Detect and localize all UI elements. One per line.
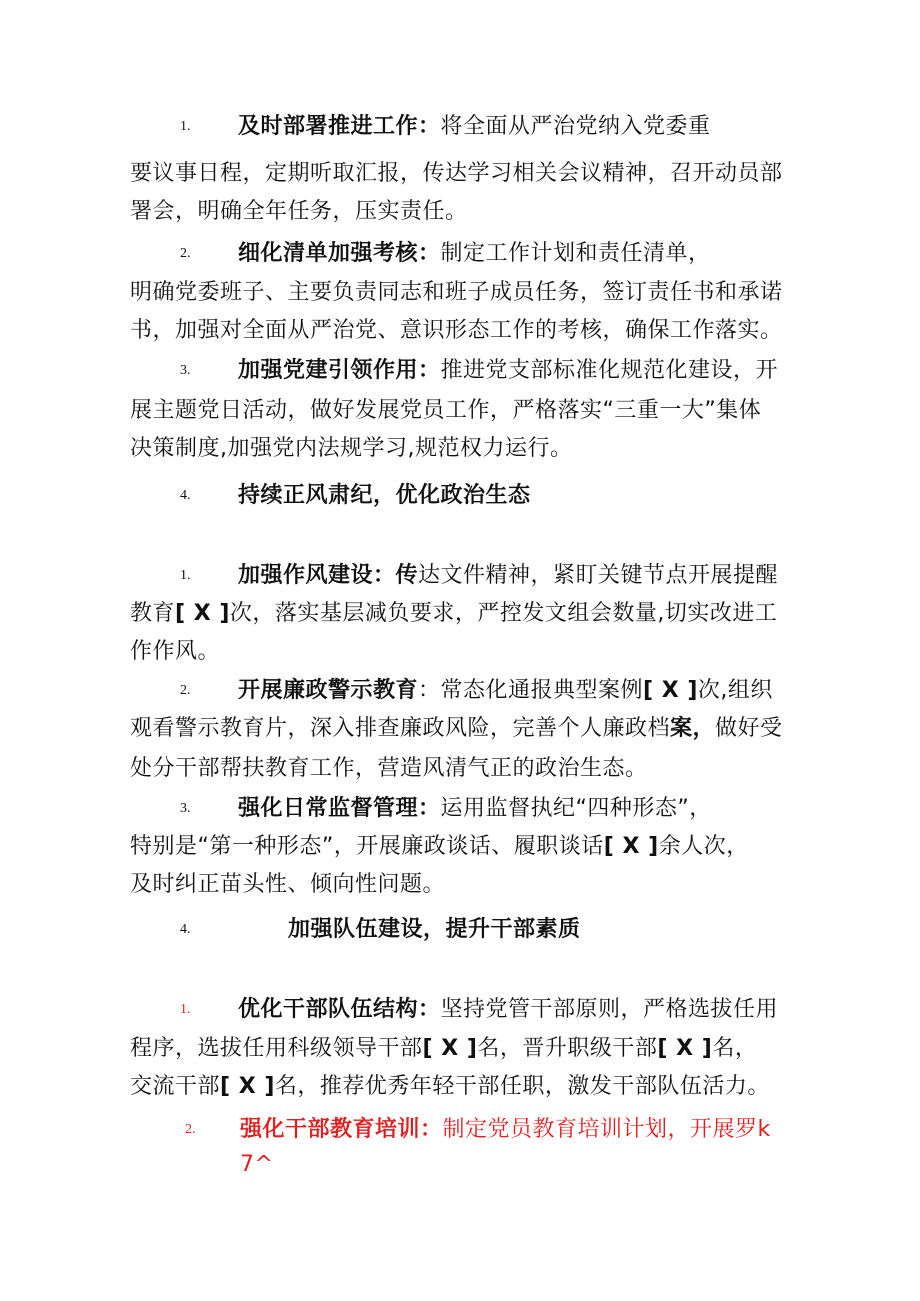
- paragraph-line: 决策制度,加强党内法规学习,规范权力运行。: [130, 436, 573, 461]
- paragraph-line: 署会，明确全年任务，压实责任。: [130, 199, 468, 224]
- paragraph-line: [238, 241, 711, 267]
- paragraph-line: 处分干部帮扶教育工作，营造风清气正的政治生态。: [130, 756, 648, 781]
- paragraph-line: 作作风。: [130, 639, 221, 664]
- paragraph-line: [238, 997, 778, 1023]
- paragraph-text: 运用监督执纪“四种形态”，: [440, 796, 712, 821]
- paragraph-line: 展主题党日活动，做好发展党员工作，严格落实“三重一大”集体: [130, 398, 762, 423]
- item-number: 3.: [180, 363, 191, 378]
- paragraph-text: 观看警示教育片，深入排查廉政风险，完善个人廉政档: [130, 716, 671, 741]
- paragraph-text: 余人次，: [658, 834, 749, 859]
- item-number: 2.: [185, 1122, 196, 1137]
- section-heading: 持续正风肃纪，优化政治生态: [238, 483, 531, 508]
- item-heading: 开展廉政警示教育: [238, 678, 419, 703]
- paragraph-text: 做好受: [715, 716, 783, 741]
- section-number: 4.: [180, 488, 191, 503]
- paragraph-line: [130, 1036, 757, 1062]
- paragraph-line: [238, 358, 778, 384]
- paragraph-text: 教育: [130, 601, 176, 626]
- paragraph-line: [238, 563, 778, 589]
- item-number: 1.: [180, 119, 191, 134]
- paragraph-line: [238, 678, 773, 704]
- item-heading-tail: 传: [395, 563, 419, 588]
- paragraph-text: 坚持党管干部原则，严格选拔任用: [440, 997, 779, 1022]
- paragraph-line: 要议事日程，定期听取汇报，传达学习相关会议精神，召开动员部: [130, 161, 783, 186]
- paragraph-line: [130, 834, 749, 860]
- paragraph-line: [238, 796, 712, 822]
- paragraph-text: 次,组织: [697, 678, 773, 703]
- placeholder-x: [ X ]: [643, 678, 698, 703]
- section-number: 4.: [180, 922, 191, 937]
- item-heading: 细化清单加强考核：: [238, 241, 441, 266]
- paragraph-text: 次，落实基层减负要求，严控发文组会数量,切实改进工: [229, 601, 778, 626]
- paragraph-text: 交流干部: [130, 1074, 221, 1099]
- paragraph-text: 推进党支部标准化规范化建设，开: [440, 358, 779, 383]
- item-heading: 优化干部队伍结构：: [238, 997, 441, 1022]
- item-number: 2.: [180, 683, 191, 698]
- bold-text: 案，: [670, 716, 716, 741]
- paragraph-text: 制定工作计划和责任清单，: [440, 241, 711, 266]
- placeholder-x: [ X ]: [422, 1036, 478, 1061]
- paragraph-line: 明确党委班子、主要负责同志和班子成员任务，签订责任书和承诺: [130, 280, 783, 305]
- paragraph-line: [240, 1117, 771, 1143]
- item-heading: 及时部署推进工作：: [238, 114, 441, 139]
- paragraph-line: [238, 114, 711, 140]
- placeholder-x: [ X ]: [657, 1036, 713, 1061]
- paragraph-text: 将全面从严治党纳入党委重: [440, 114, 711, 139]
- paragraph-text: 名，推荐优秀年轻干部任职，激发干部队伍活力。: [274, 1074, 770, 1099]
- paragraph-line: [130, 716, 783, 742]
- item-number: 3.: [180, 801, 191, 816]
- paragraph-text: 特别是“第一种形态”，开展廉政谈话、履职谈话: [130, 834, 604, 859]
- paragraph-line: [130, 601, 777, 627]
- item-number: 2.: [180, 246, 191, 261]
- paragraph-text: 名，: [712, 1036, 758, 1061]
- paragraph-line: 7^: [240, 1152, 274, 1177]
- paragraph-line: 书，加强对全面从严治党、意识形态工作的考核，确保工作落实。: [130, 318, 783, 343]
- paragraph-text: 程序，选拔任用科级领导干部: [130, 1036, 423, 1061]
- placeholder-x: [ X ]: [220, 1074, 275, 1099]
- placeholder-x: [ X ]: [603, 834, 659, 859]
- paragraph-line: [130, 1074, 770, 1100]
- item-number: 1.: [180, 1002, 191, 1017]
- section-heading: 加强队伍建设，提升干部素质: [288, 917, 581, 942]
- item-heading: 加强作风建设：: [238, 563, 396, 588]
- paragraph-text: 达文件精神，紧盯关键节点开展提醒: [418, 563, 779, 588]
- item-heading: 强化日常监督管理：: [238, 796, 441, 821]
- item-number: 1.: [180, 568, 191, 583]
- item-heading: 强化干部教育培训：: [240, 1117, 443, 1142]
- paragraph-text: ：常态化通报典型案例: [418, 678, 644, 703]
- placeholder-x: [ X ]: [175, 601, 230, 626]
- item-heading: 加强党建引领作用：: [238, 358, 441, 383]
- paragraph-text: 制定党员教育培训计划，开展罗k: [442, 1117, 771, 1142]
- paragraph-text: 名，晋升职级干部: [477, 1036, 658, 1061]
- paragraph-line: 及时纠正苗头性、倾向性问题。: [130, 872, 446, 897]
